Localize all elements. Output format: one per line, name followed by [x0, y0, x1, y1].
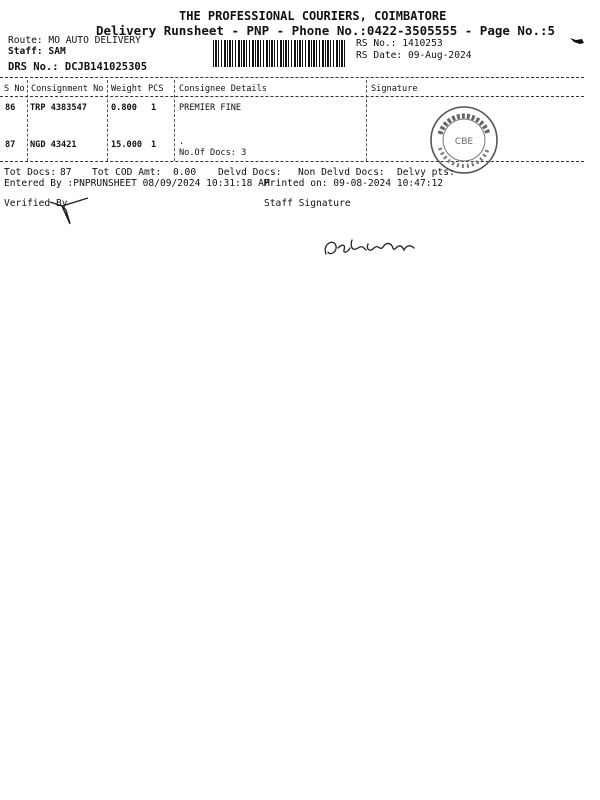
route-label: Route: MO AUTO DELIVERY: [8, 35, 141, 46]
entered-by: Entered By :PNPRUNSHEET 08/09/2024 10:31:18 AM: [4, 178, 270, 189]
row-86-pcs: 1: [151, 103, 157, 113]
row-86-sno: 86: [5, 103, 16, 113]
delvd-docs-label: Delvd Docs:: [218, 167, 282, 178]
stamp-center-text: CBE: [454, 137, 474, 147]
delvy-pts-label: Delvy pts:: [397, 167, 455, 178]
column-divider: [366, 80, 367, 161]
verified-by-pen-mark: [48, 196, 92, 228]
table-top-rule: [0, 77, 584, 78]
row-86-weight: 0.800: [111, 103, 137, 113]
rs-date: RS Date: 09-Aug-2024: [356, 50, 472, 61]
ink-speck-mark: [568, 34, 588, 48]
company-title: THE PROFESSIONAL COURIERS, COIMBATORE: [179, 9, 447, 23]
column-header-consignee: Consignee Details: [179, 84, 267, 94]
drs-number: DRS No.: DCJB141025305: [8, 61, 148, 73]
column-header-consignment: Consignment No: [31, 84, 104, 94]
column-divider: [27, 80, 28, 161]
row-87-doc-count: No.Of Docs: 3: [179, 148, 247, 158]
row-87-weight: 15.000: [111, 140, 143, 150]
tot-docs-value: 87: [60, 167, 72, 178]
row-87-consignee: .: [179, 137, 185, 147]
column-header-pcs: PCS: [148, 84, 164, 94]
column-divider: [107, 80, 108, 161]
table-header-rule: [0, 96, 584, 97]
runsheet-title: Delivery Runsheet - PNP - Phone No.:0422-3505555 - Page No.:5: [96, 23, 556, 38]
staff-label: Staff: SAM: [8, 46, 66, 57]
tot-docs-label: Tot Docs:: [4, 167, 56, 178]
verified-by-label: Verified By: [4, 198, 68, 209]
rs-number: RS No.: 1410253: [356, 38, 443, 49]
handwritten-signature: [320, 230, 430, 270]
non-delvd-docs-label: Non Delvd Docs:: [298, 167, 385, 178]
printed-on: Printed on: 09-08-2024 10:47:12: [264, 178, 444, 189]
staff-signature-label: Staff Signature: [264, 198, 351, 209]
row-86-consignment: TRP 4383547: [30, 103, 87, 113]
tot-cod-label: Tot COD Amt:: [92, 167, 162, 178]
barcode-image: [213, 40, 345, 67]
row-86-consignee: PREMIER FINE: [179, 103, 242, 113]
row-87-pcs: 1: [151, 140, 157, 150]
column-header-weight: Weight: [111, 84, 143, 94]
column-divider: [174, 80, 175, 161]
row-87-consignment: NGD 43421: [30, 140, 77, 150]
column-header-sno: S No: [4, 84, 25, 94]
column-header-signature: Signature: [371, 84, 418, 94]
row-87-sno: 87: [5, 140, 16, 150]
tot-cod-value: 0.00: [173, 167, 197, 178]
company-seal-stamp: [428, 104, 500, 176]
